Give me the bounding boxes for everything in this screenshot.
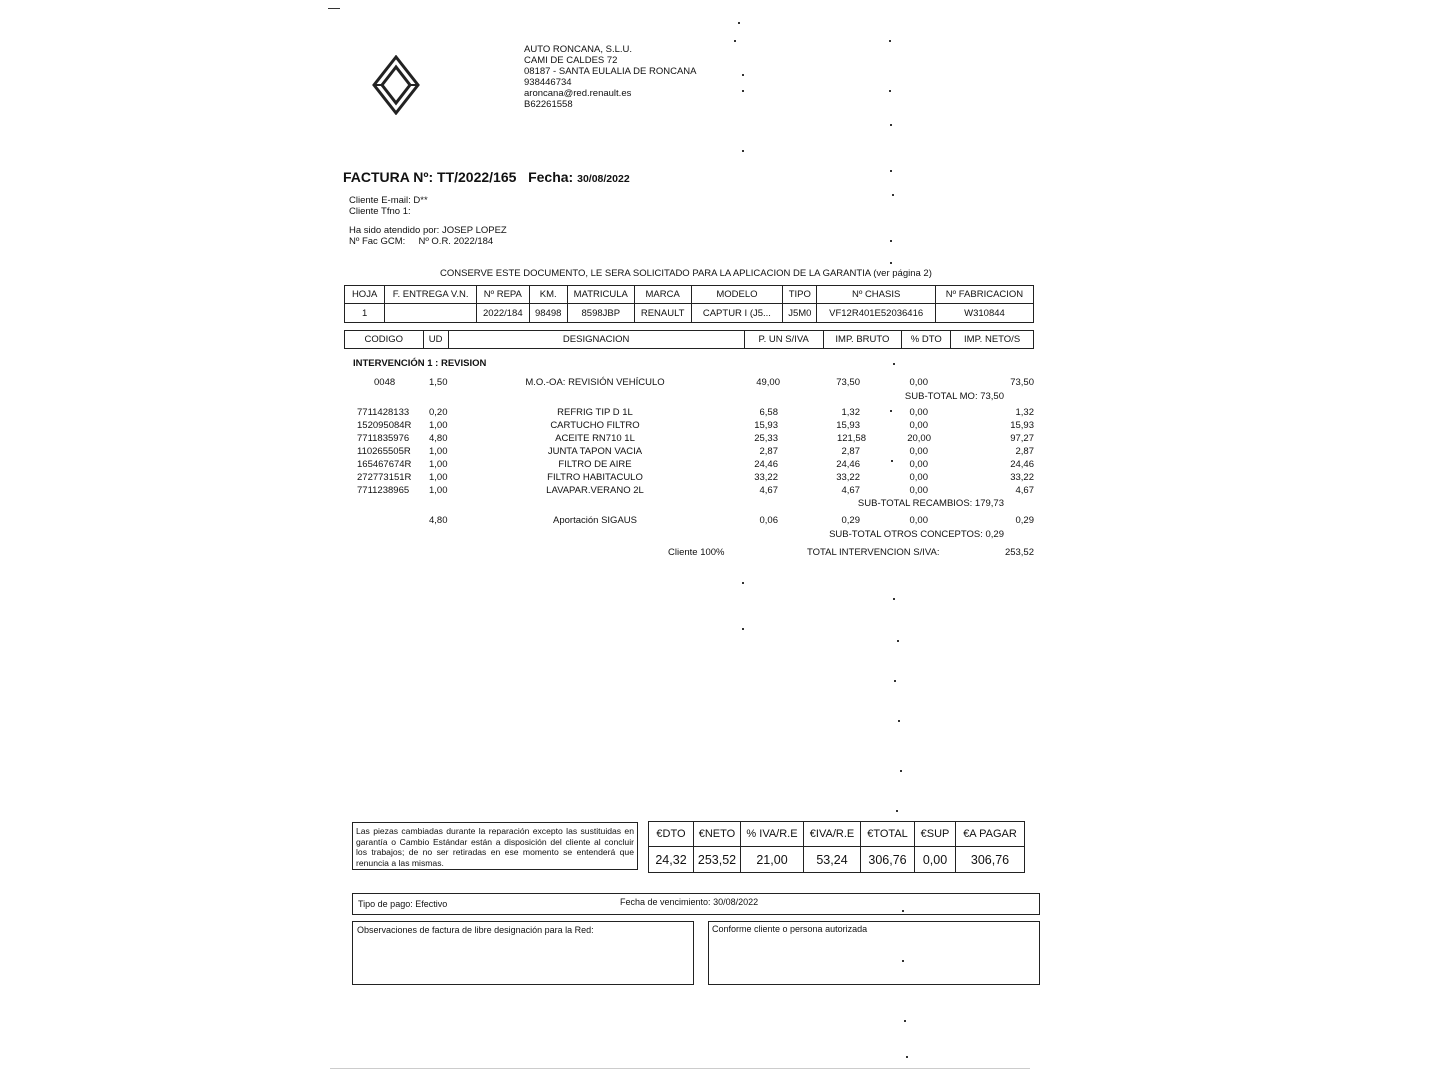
invoice-date: 30/08/2022 — [577, 173, 630, 185]
vehicle-header: HOJA — [345, 286, 385, 304]
line-code: 110265505R — [357, 446, 411, 457]
line-desc: JUNTA TAPON VACIA — [547, 446, 643, 457]
attended-info — [349, 225, 507, 247]
totals-table — [648, 821, 1025, 873]
totals-value: 24,32 — [649, 847, 694, 873]
totals-header: €TOTAL — [861, 822, 915, 847]
lines-header: UD — [423, 331, 448, 349]
lines-header-table — [344, 330, 1034, 349]
line-net: 33,22 — [1010, 472, 1034, 483]
line-net: 0,29 — [1015, 515, 1034, 526]
due-date-label: Fecha de vencimiento: — [620, 897, 711, 907]
due-date — [620, 897, 758, 907]
line-net: 97,27 — [1010, 433, 1034, 444]
vehicle-header: F. ENTREGA V.N. — [385, 286, 477, 304]
vehicle-header: MARCA — [634, 286, 691, 304]
payment-type-value: Efectivo — [415, 899, 448, 909]
vehicle-cell: J5M0 — [783, 304, 817, 323]
line-ud: 1,00 — [429, 420, 448, 431]
totals-header: €SUP — [915, 822, 956, 847]
line-desc: M.O.-OA: REVISIÓN VEHÍCULO — [525, 377, 665, 388]
or-label: Nº O.R. — [418, 236, 451, 247]
line-dto: 0,00 — [909, 515, 928, 526]
line-dto: 0,00 — [909, 459, 928, 470]
line-desc: FILTRO HABITACULO — [547, 472, 643, 483]
line-dto: 0,00 — [909, 407, 928, 418]
payment-type — [358, 899, 447, 909]
line-code: 272773151R — [357, 472, 412, 483]
line-price: 6,58 — [759, 407, 778, 418]
company-cif: B62261558 — [524, 99, 573, 110]
line-desc: FILTRO DE AIRE — [558, 459, 632, 470]
lines-header: CODIGO — [345, 331, 424, 349]
totals-value: 53,24 — [804, 847, 861, 873]
line-net: 4,67 — [1015, 485, 1034, 496]
vehicle-table — [344, 285, 1034, 323]
line-code: 7711238965 — [357, 485, 410, 496]
vehicle-cell — [385, 304, 477, 323]
line-dto: 0,00 — [909, 472, 928, 483]
totals-header: % IVA/R.E — [741, 822, 804, 847]
total-intervention-value: 253,52 — [1004, 547, 1034, 558]
vehicle-cell: 98498 — [529, 304, 567, 323]
vehicle-header: MODELO — [691, 286, 783, 304]
payment-type-label: Tipo de pago: — [358, 899, 413, 909]
or-value: 2022/184 — [453, 236, 494, 247]
invoice-title — [343, 169, 630, 185]
line-price: 2,87 — [759, 446, 778, 457]
line-ud: 0,20 — [429, 407, 448, 418]
company-city: 08187 - SANTA EULALIA DE RONCANA — [524, 66, 697, 77]
line-price: 25,33 — [754, 433, 778, 444]
vehicle-cell: 8598JBP — [567, 304, 634, 323]
vehicle-header: MATRICULA — [567, 286, 634, 304]
lines-header: % DTO — [902, 331, 951, 349]
totals-value: 253,52 — [694, 847, 741, 873]
lines-header: DESIGNACION — [448, 331, 744, 349]
client-phone-label: Cliente Tfno 1: — [349, 206, 411, 217]
line-ud: 4,80 — [429, 433, 448, 444]
legal-notice: Las piezas cambiadas durante la reparación excepto las sustituidas en garantía o Cambio Estándar están a disposición del cliente al concluir los trabajos; de no ser retiradas en ese momento se entenderá que renuncia a las mismas. — [352, 822, 638, 870]
lines-header: IMP. BRUTO — [823, 331, 902, 349]
invoice-date-label: Fecha: — [528, 169, 574, 185]
renault-logo-icon — [370, 55, 422, 115]
line-desc: LAVAPAR.VERANO 2L — [546, 485, 644, 496]
line-price: 4,67 — [759, 485, 778, 496]
line-dto: 20,00 — [907, 433, 931, 444]
line-net: 24,46 — [1010, 459, 1034, 470]
lines-header: P. UN S/IVA — [744, 331, 823, 349]
totals-value: 21,00 — [741, 847, 804, 873]
line-desc: CARTUCHO FILTRO — [550, 420, 640, 431]
vehicle-cell: VF12R401E52036416 — [817, 304, 936, 323]
line-net: 15,93 — [1010, 420, 1034, 431]
attended-label: Ha sido atendido por: — [349, 225, 440, 236]
invoice-number-label: FACTURA Nº: — [343, 169, 434, 185]
totals-value: 306,76 — [956, 847, 1025, 873]
company-email: aroncana@red.renault.es — [524, 88, 632, 99]
vehicle-header: TIPO — [783, 286, 817, 304]
payment-box — [352, 893, 1040, 915]
client-email: D** — [413, 195, 428, 206]
line-net: 73,50 — [1010, 377, 1034, 388]
totals-header: €IVA/R.E — [804, 822, 861, 847]
line-desc: REFRIG TIP D 1L — [557, 407, 633, 418]
guarantee-notice: CONSERVE ESTE DOCUMENTO, LE SERA SOLICITADO PARA LA APLICACION DE LA GARANTIA (ver página 2) — [440, 268, 932, 279]
conformity-box — [708, 921, 1040, 985]
vehicle-cell: 1 — [345, 304, 385, 323]
line-ud: 1,50 — [429, 377, 448, 388]
vehicle-header: Nº REPA — [477, 286, 530, 304]
line-gross: 121,58 — [836, 433, 866, 444]
totals-value: 0,00 — [915, 847, 956, 873]
line-code: 165467674R — [357, 459, 412, 470]
line-gross: 33,22 — [836, 472, 860, 483]
line-price: 0,06 — [759, 515, 778, 526]
vehicle-cell: RENAULT — [634, 304, 691, 323]
line-code: 7711835976 — [357, 433, 410, 444]
line-net: 1,32 — [1015, 407, 1034, 418]
line-ud: 1,00 — [429, 485, 448, 496]
company-block — [524, 44, 696, 110]
line-gross: 0,29 — [841, 515, 860, 526]
lines-header: IMP. NETO/S — [951, 331, 1034, 349]
client-percentage: Cliente 100% — [668, 547, 725, 558]
conformity-label: Conforme cliente o persona autorizada — [712, 924, 868, 934]
totals-value: 306,76 — [861, 847, 915, 873]
line-dto: 0,00 — [909, 485, 928, 496]
line-gross: 73,50 — [836, 377, 860, 388]
vehicle-cell: CAPTUR I (J5... — [691, 304, 783, 323]
client-email-label: Cliente E-mail: — [349, 195, 411, 206]
line-ud: 1,00 — [429, 472, 448, 483]
totals-header: €DTO — [649, 822, 694, 847]
due-date-value: 30/08/2022 — [713, 897, 759, 907]
line-gross: 4,67 — [841, 485, 860, 496]
company-address: CAMI DE CALDES 72 — [524, 55, 618, 66]
line-net: 2,87 — [1015, 446, 1034, 457]
line-desc: ACEITE RN710 1L — [555, 433, 635, 444]
line-dto: 0,00 — [909, 377, 928, 388]
client-info — [349, 195, 428, 217]
vehicle-cell: W310844 — [935, 304, 1033, 323]
line-code: 7711428133 — [357, 407, 410, 418]
line-dto: 0,00 — [909, 446, 928, 457]
attended-name: JOSEP LOPEZ — [441, 225, 507, 236]
line-desc: Aportación SIGAUS — [553, 515, 637, 526]
vehicle-cell: 2022/184 — [477, 304, 530, 323]
line-ud: 4,80 — [429, 515, 448, 526]
line-price: 33,22 — [754, 472, 778, 483]
intervention-title: INTERVENCIÓN 1 : REVISION — [353, 358, 487, 369]
invoice-number: TT/2022/165 — [437, 169, 517, 185]
line-code: 0048 — [374, 377, 396, 388]
gcm-label: Nº Fac GCM: — [349, 236, 406, 247]
line-price: 49,00 — [756, 377, 780, 388]
vehicle-header: Nº CHASIS — [817, 286, 936, 304]
vehicle-header: Nº FABRICACION — [935, 286, 1033, 304]
total-intervention-label: TOTAL INTERVENCION S/IVA: — [807, 547, 940, 558]
company-phone: 938446734 — [524, 77, 572, 88]
totals-header: €NETO — [694, 822, 741, 847]
subtotal-parts: SUB-TOTAL RECAMBIOS: 179,73 — [857, 498, 1004, 509]
line-price: 15,93 — [754, 420, 778, 431]
line-price: 24,46 — [754, 459, 778, 470]
totals-header: €A PAGAR — [956, 822, 1025, 847]
observations-box — [352, 921, 694, 985]
subtotal-mo: SUB-TOTAL MO: 73,50 — [904, 391, 1004, 402]
company-name: AUTO RONCANA, S.L.U. — [524, 44, 633, 55]
line-code: 152095084R — [357, 420, 412, 431]
line-gross: 24,46 — [836, 459, 860, 470]
line-dto: 0,00 — [909, 420, 928, 431]
vehicle-header: KM. — [529, 286, 567, 304]
subtotal-other: SUB-TOTAL OTROS CONCEPTOS: 0,29 — [829, 529, 1004, 540]
observations-label: Observaciones de factura de libre designación para la Red: — [357, 925, 594, 935]
line-gross: 15,93 — [836, 420, 860, 431]
line-gross: 2,87 — [841, 446, 860, 457]
line-gross: 1,32 — [841, 407, 860, 418]
line-ud: 1,00 — [429, 459, 448, 470]
line-ud: 1,00 — [429, 446, 448, 457]
